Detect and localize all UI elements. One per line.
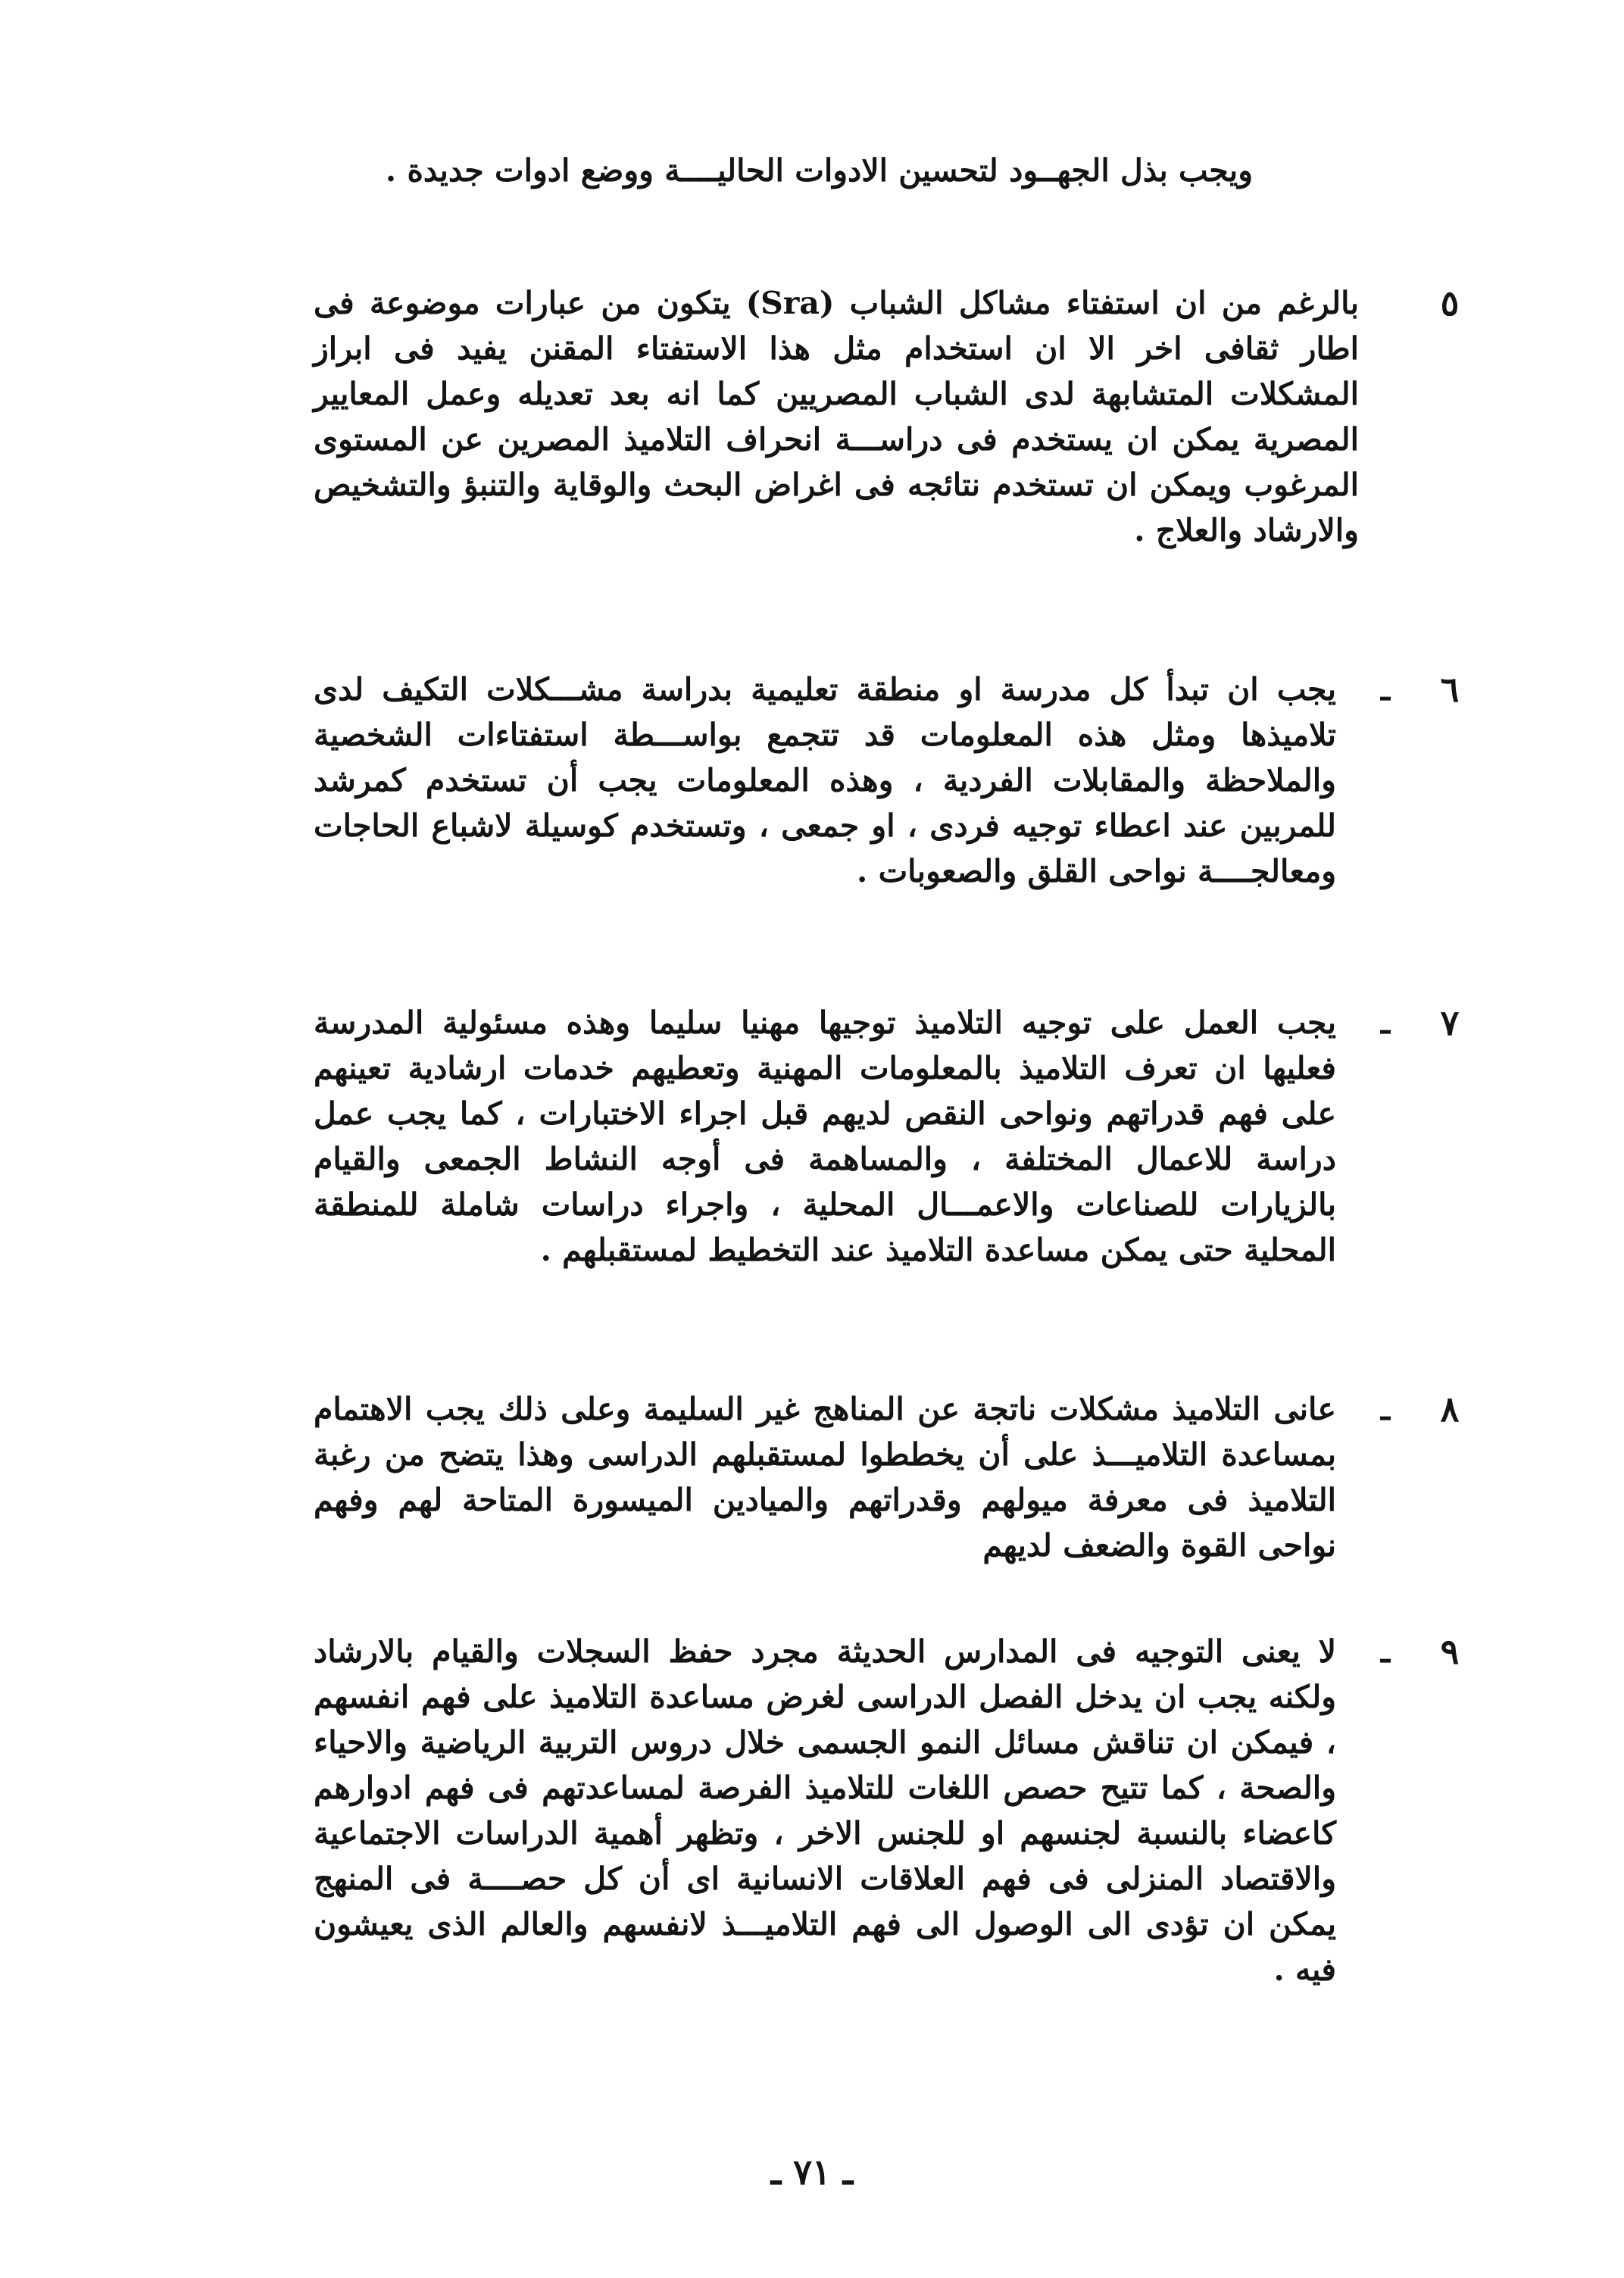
item-dash: ـ bbox=[1380, 671, 1390, 708]
list-item-9 bbox=[306, 1629, 1473, 2129]
item-number: ٧ bbox=[1440, 1002, 1460, 1043]
item-dash: ـ bbox=[1380, 1633, 1390, 1670]
item-text: لا يعنى التوجيه فى المدارس الحديثة مجرد حفظ السجلات والقيام بالارشاد ولكنه يجب ان يدخل الفصل الدراسى لغرض مساعدة التلاميذ على فهم انفسهم ، فيمكن ان تناقش مسائل النمو الجسمى خلال دروس التربية الرياضية والاحياء والصحة ، كما تتيح حصص اللغات للتلاميذ الفرصة لمساعدتهم فى فهم ادوارهم كاعضاء بالنسبة لجنسهم او للجنس الاخر ، وتظهر أهمية الدراسات الاجتماعية والاقتصاد المنزلى فى فهم العلاقات الانسانية اى أن كل حصــــة فى المنهج يمكن ان تؤدى الى الوصول الى فهم التلاميـــذ لانفسهم والعالم الذى يعيشون فيه . bbox=[314, 1633, 1336, 1988]
intro-paragraph: ويجب بذل الجهــود لتحسين الادوات الحاليــــة ووضع ادوات جديدة . bbox=[385, 152, 1253, 189]
item-text: يجب ان تبدأ كل مدرسة او منطقة تعليمية بدراسة مشـــكلات التكيف لدى تلاميذها ومثل هذه المعلومات قد تتجمع بواســـطة استفتاءات الشخصية والملاحظة والمقابلات الفردية ، وهذه المعلومات يجب أن تستخدم كمرشد للمربين عند اعطاء توجيه فردى ، او جمعى ، وتستخدم كوسيلة لاشباع الحاجات ومعالجــــة نواحى القلق والصعوبات . bbox=[314, 671, 1336, 889]
item-dash: ـ bbox=[1380, 1005, 1390, 1041]
item-dash: ـ bbox=[1380, 1391, 1390, 1427]
item-number: ٥ bbox=[1440, 283, 1460, 323]
item-number: ٦ bbox=[1440, 669, 1460, 710]
item-text: عانى التلاميذ مشكلات ناتجة عن المناهج غير السليمة وعلى ذلك يجب الاهتمام بمساعدة التلاميـــذ على أن يخططوا لمستقبلهم الدراسى وهذا يتضح من رغبة التلاميذ فى معرفة ميولهم وقدراتهم والميادين الميسورة المتاحة لهم وفهم نواحى القوة والضعف لديهم bbox=[314, 1391, 1336, 1564]
list-item-7 bbox=[306, 1000, 1473, 1379]
item-number: ٩ bbox=[1440, 1631, 1460, 1672]
item-number: ٨ bbox=[1440, 1389, 1460, 1430]
list-item-5 bbox=[306, 280, 1473, 659]
list-item-6 bbox=[306, 667, 1473, 985]
list-item-8 bbox=[306, 1386, 1473, 1614]
item-text: يجب العمل على توجيه التلاميذ توجيها مهنيا سليما وهذه مسئولية المدرسة فعليها ان تعرف التلاميذ بالمعلومات المهنية وتعطيهم خدمات ارشادية تعينهم على فهم قدراتهم ونواحى النقص لديهم قبل اجراء الاختبارات ، كما يجب عمل دراسة للاعمال المختلفة ، والمساهمة فى أوجه النشاط الجمعى والقيام بالزيارات للصناعات والاعمـــال المحلية ، واجراء دراسات شاملة للمنطقة المحلية حتى يمكن مساعدة التلاميذ عند التخطيط لمستقبلهم . bbox=[314, 1005, 1336, 1268]
page-number: ـ ٧١ ـ bbox=[770, 2151, 854, 2192]
item-text: بالرغم من ان استفتاء مشاكل الشباب (Sra) يتكون من عبارات موضوعة فى اطار ثقافى اخر الا ان استخدام مثل هذا الاستفتاء المقنن يفيد فى ابراز المشكلات المتشابهة لدى الشباب المصريين كما انه بعد تعديله وعمل المعايير المصرية يمكن ان يستخدم فى دراســـة انحراف التلاميذ المصرين عن المستوى المرغوب ويمكن ان تستخدم نتائجه فى اغراض البحث والوقاية والتنبؤ والتشخيص والارشاد والعلاج . bbox=[314, 285, 1359, 548]
